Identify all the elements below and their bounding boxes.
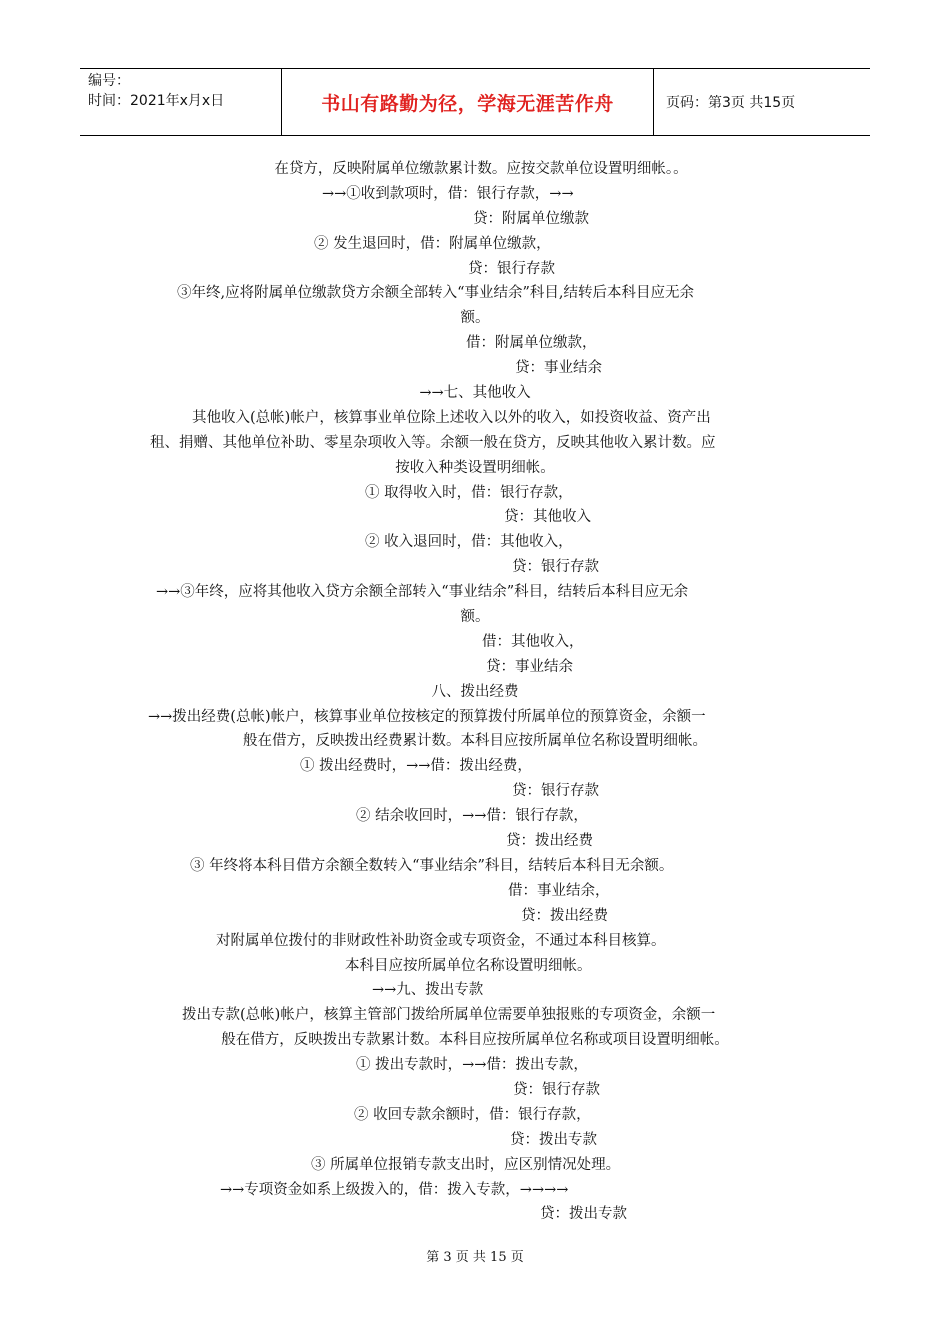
text-line: 贷：拨出专款	[540, 1206, 627, 1223]
text-line: ③年终,应将附属单位缴款贷方余额全部转入“事业结余”科目,结转后本科目应无余	[177, 285, 695, 302]
text-line: ② 收入退回时，借：其他收入，	[365, 534, 573, 551]
page-footer	[0, 1246, 950, 1265]
text-line: 贷：拨出专款	[510, 1131, 597, 1148]
text-line: 贷：事业结余	[515, 360, 602, 377]
text-line: ② 结余收回时，→→借：银行存款，	[356, 808, 588, 825]
text-line: ① 拨出经费时，→→借：拨出经费，	[300, 758, 532, 775]
text-line: ② 发生退回时，借：附属单位缴款，	[314, 235, 551, 252]
text-line: 其他收入(总帐)帐户，核算事业单位除上述收入以外的收入，如投资收益、资产出	[192, 409, 711, 426]
text-line: 般在借方，反映拨出专款累计数。本科目应按所属单位名称或项目设置明细帐。	[221, 1032, 729, 1049]
text-line: →→①收到款项时，借：银行存款，→→	[322, 185, 574, 202]
text-line: →→拨出经费(总帐)帐户，核算事业单位按核定的预算拨付所属单位的预算资金，余额一	[148, 708, 706, 725]
code-label: 编号：	[88, 73, 130, 89]
text-line: →→③年终，应将其他收入贷方余额全部转入“事业结余”科目，结转后本科目应无余	[156, 584, 689, 601]
text-line: 借：其他收入，	[482, 633, 584, 650]
text-line: 借：事业结余，	[508, 882, 610, 899]
text-line: 借：附属单位缴款，	[466, 335, 597, 352]
section-heading-special-fund: →→九、拨出专款	[372, 982, 484, 999]
page-header	[80, 68, 870, 136]
text-line: 拨出专款(总帐)帐户，核算主管部门拨给所属单位需要单独报账的专项资金，余额一	[182, 1007, 716, 1024]
text-line: 对附属单位拨付的非财政性补助资金或专项资金，不通过本科目核算。	[216, 932, 666, 949]
text-line: 额。	[460, 609, 490, 626]
text-line: 贷：事业结余	[486, 658, 573, 675]
text-line: 贷：拨出经费	[521, 907, 608, 924]
text-line: 额。	[460, 310, 490, 327]
text-line: 在贷方，反映附属单位缴款累计数。应按交款单位设置明细帐。。	[274, 161, 688, 177]
text-line: 本科目应按所属单位名称设置明细帐。	[345, 957, 592, 974]
text-line: ③ 所属单位报销专款支出时，应区别情况处理。	[311, 1156, 621, 1173]
text-line: 贷：其他收入	[504, 509, 591, 526]
header-page-info	[654, 69, 870, 135]
text-line: →→专项资金如系上级拨入的，借：拨入专款，→→→→	[220, 1181, 569, 1198]
text-line: 贷：银行存款	[513, 1081, 600, 1098]
header-motto-cell	[282, 69, 654, 135]
text-line: ③ 年终将本科目借方余额全数转入“事业结余”科目，结转后本科目无余额。	[190, 857, 674, 874]
text-line: 贷：拨出经费	[506, 833, 593, 850]
text-line: 租、捐赠、其他单位补助、零星杂项收入等。余额一般在贷方，反映其他收入累计数。应	[150, 434, 716, 451]
section-heading-appropriation: 八、拨出经费	[431, 683, 519, 700]
text-line: 贷：银行存款	[512, 559, 599, 576]
motto-text: 书山有路勤为径，学海无涯苦作舟	[321, 92, 614, 115]
section-heading-other-income: →→七、其他收入	[419, 385, 531, 402]
text-line: 贷：银行存款	[512, 783, 599, 800]
text-line: 贷：附属单位缴款	[473, 210, 589, 227]
document-body	[140, 157, 810, 1227]
text-line: ① 拨出专款时，→→借：拨出专款，	[356, 1057, 588, 1074]
text-line: ② 收回专款余额时，借：银行存款，	[354, 1106, 591, 1123]
text-line: 般在借方，反映拨出经费累计数。本科目应按所属单位名称设置明细帐。	[243, 733, 707, 750]
page-info-text: 页码：第3页 共15页	[666, 95, 796, 111]
footer-page-number: 第 3 页 共 15 页	[426, 1250, 524, 1265]
time-label: 时间：2021年x月x日	[88, 93, 225, 109]
header-meta	[80, 69, 282, 135]
text-line: 贷：银行存款	[468, 260, 555, 277]
text-line: 按收入种类设置明细帐。	[395, 459, 555, 476]
text-line: ① 取得收入时，借：银行存款，	[365, 484, 573, 501]
